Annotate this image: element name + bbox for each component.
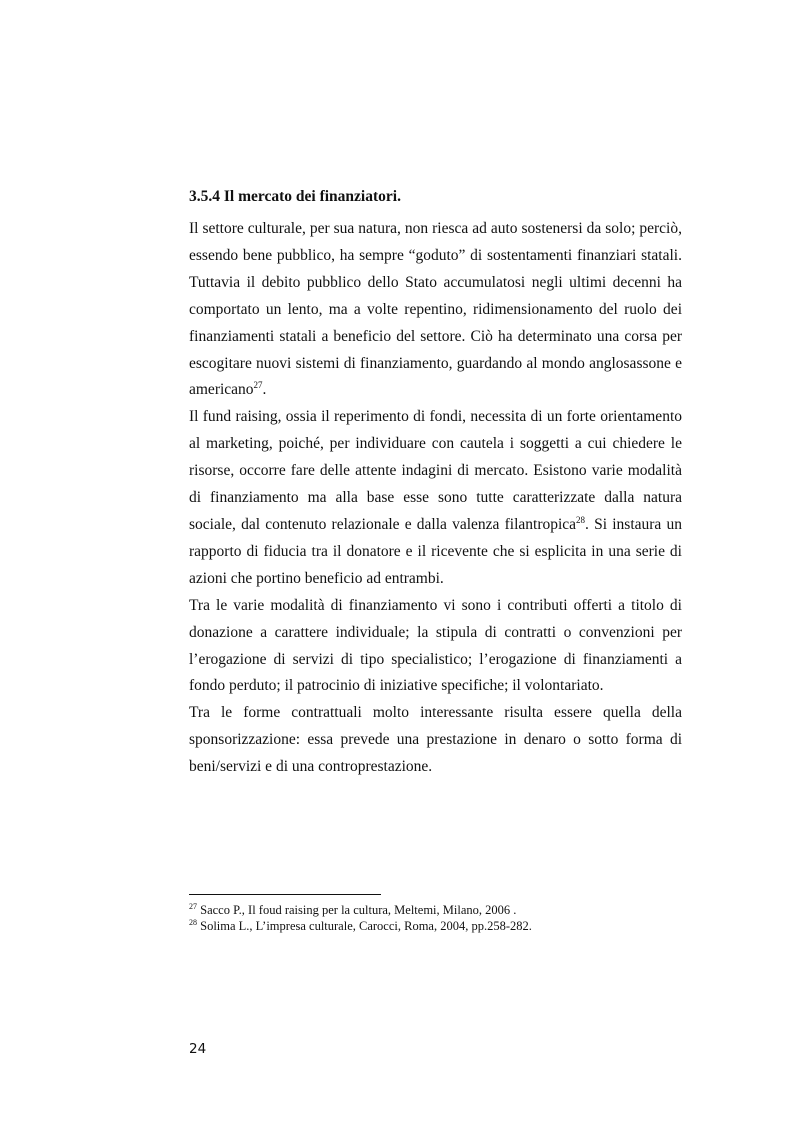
paragraph-text: Il fund raising, ossia il reperimento di fondi, necessita di un forte orientamento al marketing, poiché, per individuare con cautela i soggetti a cui chiedere le risorse, occorre fare delle attente indagini di mercato. Esistono varie modalità di finanziamento ma alla base esse sono tutte caratterizzate dalla natura sociale, dal contenuto relazionale e dalla valenza filantropica [189,408,682,533]
footnote-number: 27 [189,902,197,911]
paragraph-text-tail: . Si instaura un rapporto di fiducia tra il donatore e il ricevente che si esplicita in una serie di azioni che portino beneficio ad entrambi. [189,515,682,587]
footnote-reference[interactable]: 27 [253,380,263,391]
paragraph-text-tail: . [262,381,267,399]
body-text [189,216,682,781]
footnote [189,918,682,934]
footnote [189,902,682,918]
section-heading: 3.5.4 Il mercato dei finanziatori. [189,188,401,205]
footnote-text: Solima L., L’impresa culturale, Carocci, Roma, 2004, pp.258-282. [197,919,532,933]
paragraph [189,404,682,592]
footnote-text: Sacco P., Il foud raising per la cultura, Meltemi, Milano, 2006 . [197,903,517,917]
footnote-reference[interactable]: 28 [576,514,586,525]
page-number: 24 [189,1041,207,1057]
footnote-number: 28 [189,918,197,927]
paragraph [189,216,682,404]
footnotes [189,902,682,934]
paragraph-text: Tra le varie modalità di finanziamento vi sono i contributi offerti a titolo di donazione a carattere individuale; la stipula di contratti o convenzioni per l’erogazione di servizi di tipo specialistico; l’erogazione di finanziamenti a fondo perduto; il patrocinio di iniziative specifiche; il volontariato. [189,596,682,695]
paragraph [189,593,682,701]
paragraph-text: Il settore culturale, per sua natura, non riesca ad auto sostenersi da solo; perciò, essendo bene pubblico, ha sempre “goduto” di sostentamenti finanziari statali. Tuttavia il debito pubblico dello Stato accumulatosi negli ultimi decenni ha comportato un lento, ma a volte repentino, ridimensionamento del ruolo dei finanziamenti statali a beneficio del settore. Ciò ha determinato una corsa per escogitare nuovi sistemi di finanziamento, guardando al mondo anglosassone e americano [189,220,682,399]
paragraph-text: Tra le forme contrattuali molto interessante risulta essere quella della sponsorizzazione: essa prevede una prestazione in denaro o sotto forma di beni/servizi e di una controprestazione. [189,704,682,776]
paragraph [189,700,682,781]
footnote-separator [189,894,381,895]
